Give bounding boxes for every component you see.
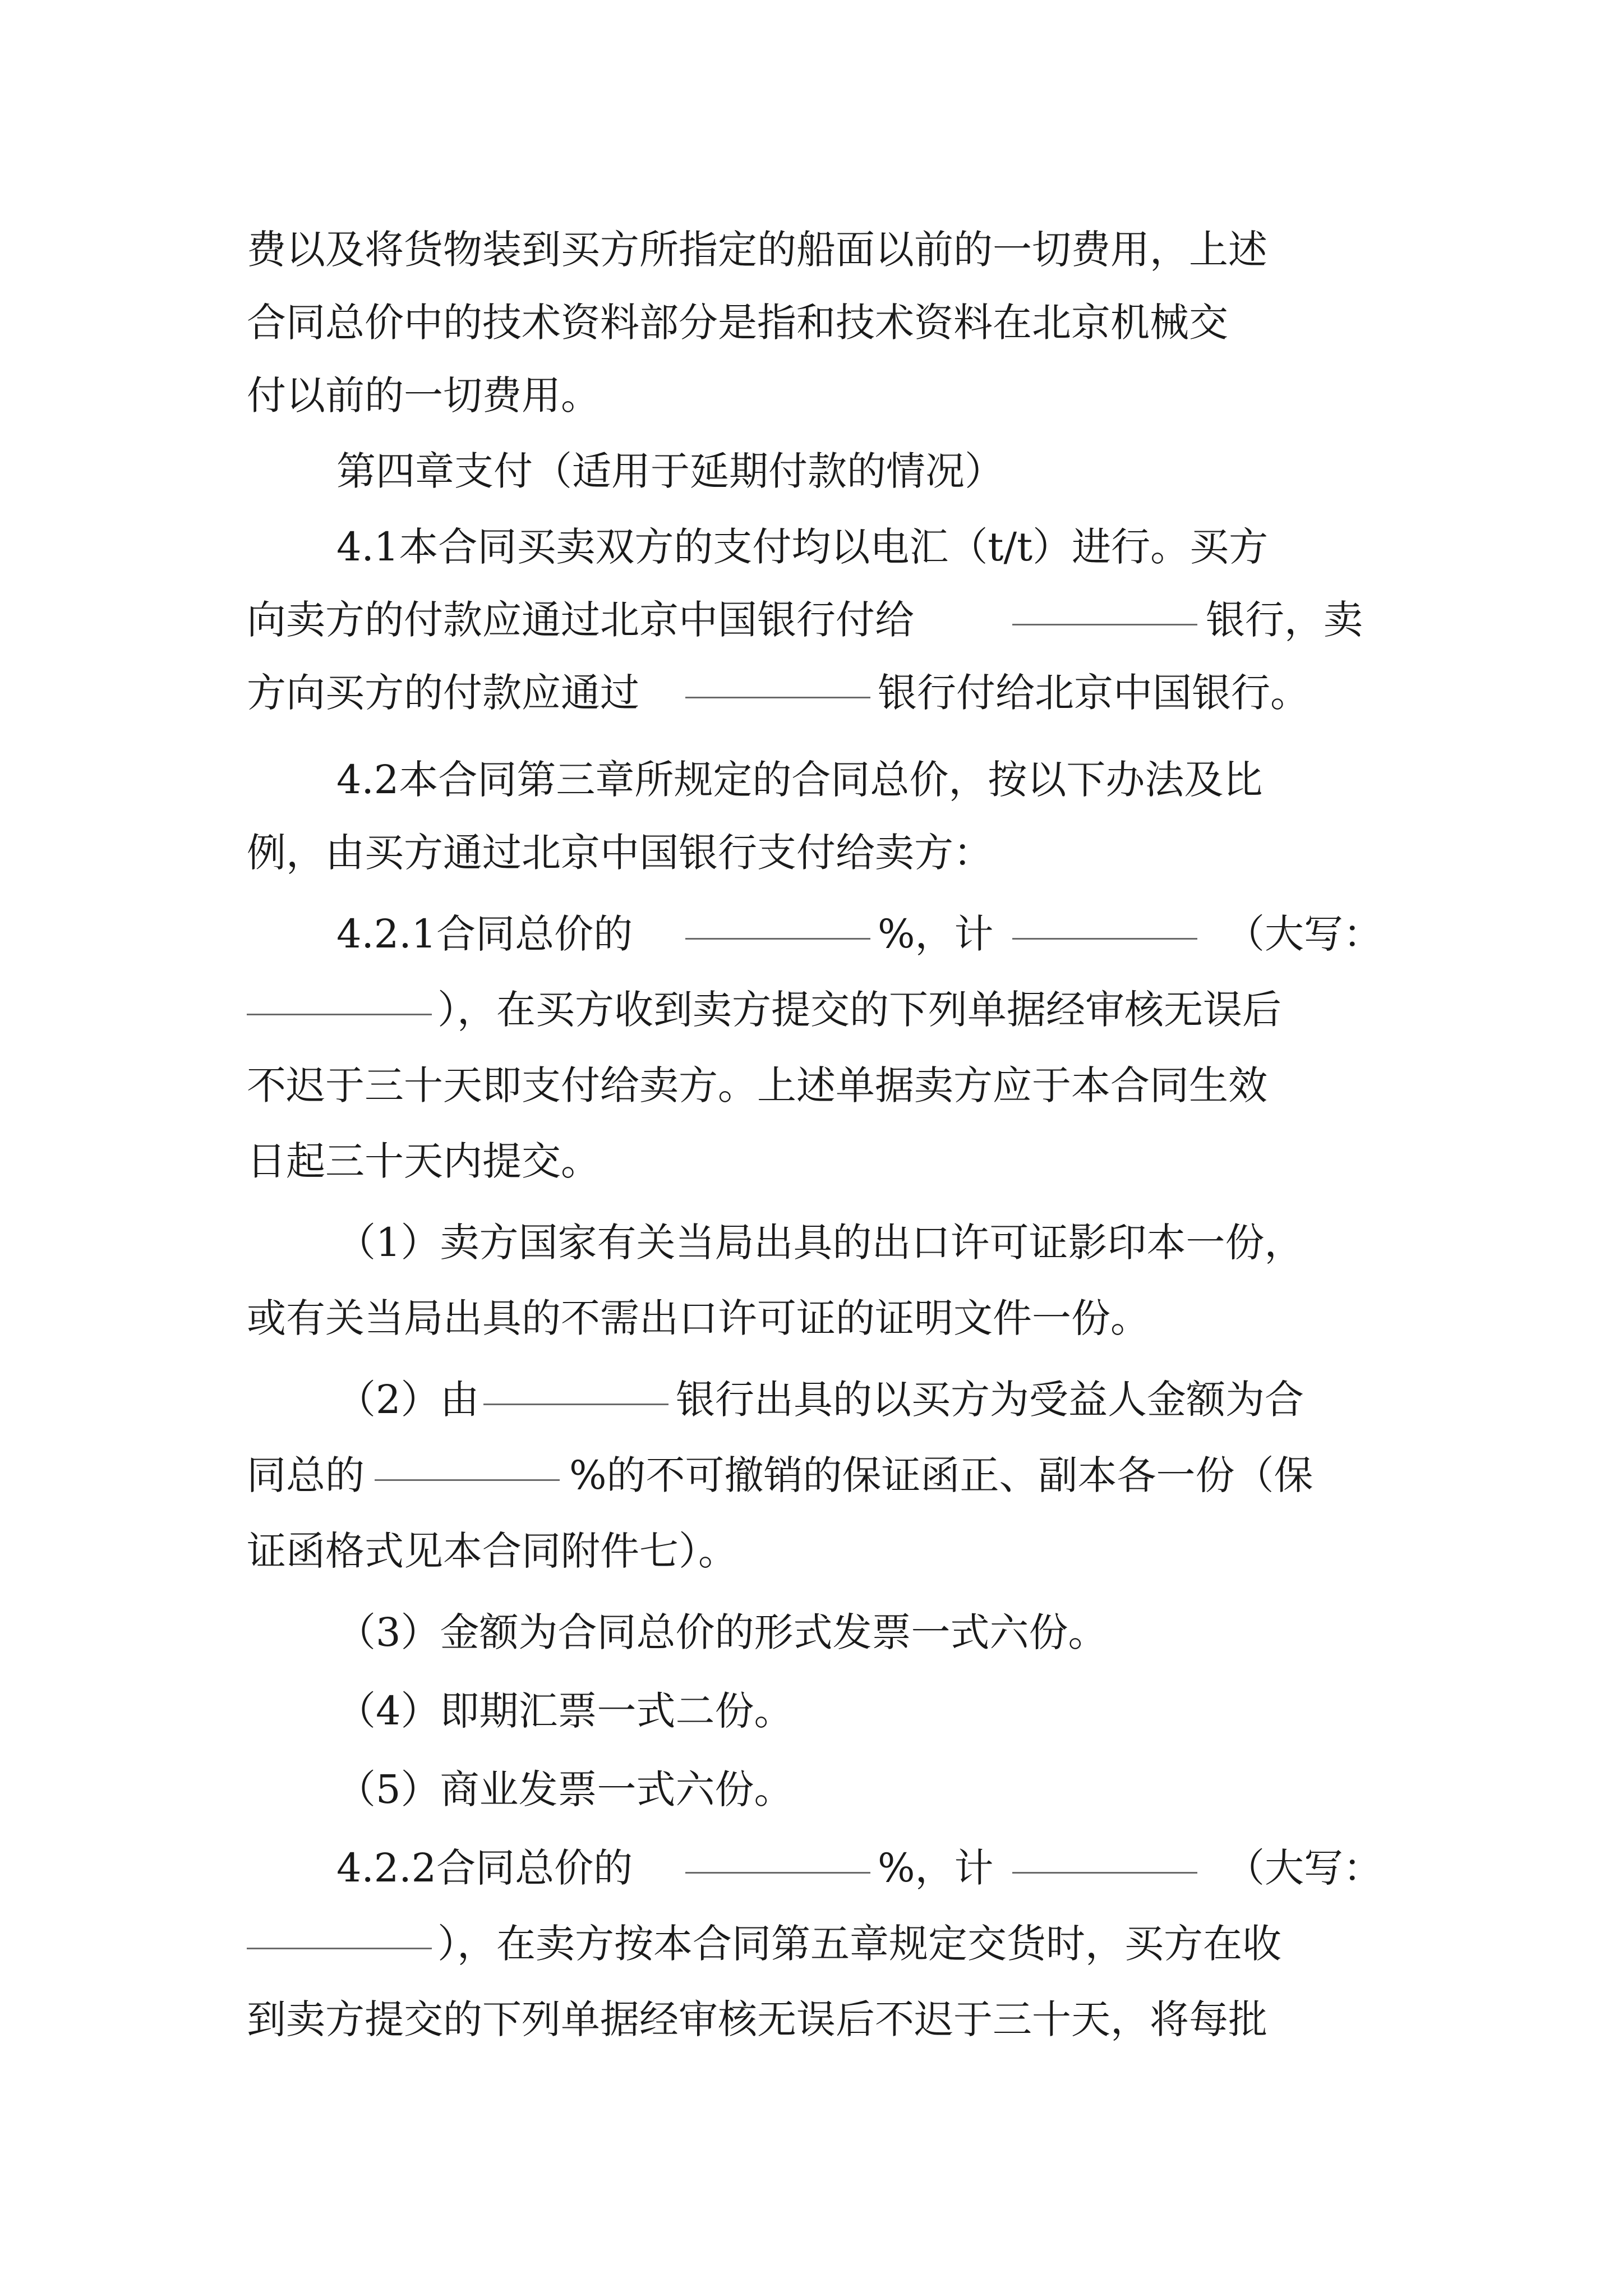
text-line: [0, 1439, 1623, 1512]
text-run: 方向买方的付款应通过: [247, 670, 639, 716]
text-line: [0, 1832, 1623, 1904]
text-run: （1）卖方国家有关当局出具的出口许可证影印本一份，: [336, 1220, 1304, 1266]
fill-in-blank[interactable]: [483, 1363, 668, 1405]
text-run: 到卖方提交的下列单据经审核无误后不迟于三十天，将每批: [247, 1996, 1267, 2042]
text-line: [0, 816, 1623, 889]
text-line: [0, 359, 1623, 432]
text-run: 合同总价中的技术资料部分是指和技术资料在北京机械交: [247, 300, 1228, 346]
text-run: （大写：: [1225, 1845, 1382, 1891]
text-run: 银行付给北京中国银行。: [878, 670, 1310, 716]
text-line: [0, 1907, 1623, 1980]
text-run: 费以及将货物装到买方所指定的船面以前的一切费用，上述: [247, 227, 1267, 273]
fill-in-blank[interactable]: [1012, 898, 1197, 940]
text-run: （3）金额为合同总价的形式发票一式六份。: [336, 1609, 1108, 1655]
fill-in-blank[interactable]: [685, 898, 870, 940]
text-run: 日起三十天内提交。: [247, 1138, 600, 1184]
text-line: [0, 1983, 1623, 2056]
text-run: 4.1本合同买卖双方的支付均以电汇（t/t）进行。买方: [336, 524, 1269, 570]
text-run: ），在买方收到卖方提交的下列单据经审核无误后: [437, 987, 1281, 1033]
text-run: 或有关当局出具的不需出口许可证的证明文件一份。: [247, 1295, 1150, 1341]
text-run: 银行，卖: [1206, 597, 1363, 643]
section-heading: [0, 435, 1623, 508]
text-line: [0, 656, 1623, 729]
text-run: %，计: [878, 911, 994, 957]
text-line: [0, 1363, 1623, 1436]
text-line: [0, 973, 1623, 1046]
fill-in-blank[interactable]: [247, 973, 432, 1015]
fill-in-blank[interactable]: [375, 1439, 560, 1481]
text-run: 4.2本合同第三章所规定的合同总价，按以下办法及比: [336, 757, 1263, 803]
text-line: [0, 1674, 1623, 1747]
text-line: [0, 583, 1623, 656]
text-run: 同总的: [247, 1452, 365, 1498]
text-line: [0, 898, 1623, 970]
fill-in-blank[interactable]: [1012, 1832, 1197, 1874]
text-run: （5）商业发票一式六份。: [336, 1766, 794, 1812]
fill-in-blank[interactable]: [1012, 583, 1197, 625]
text-run: （4）即期汇票一式二份。: [336, 1688, 794, 1734]
text-run: 付以前的一切费用。: [247, 372, 600, 418]
text-line: [0, 743, 1623, 816]
text-run: 不迟于三十天即支付给卖方。上述单据卖方应于本合同生效: [247, 1062, 1267, 1108]
fill-in-blank[interactable]: [247, 1907, 432, 1949]
text-run: 4.2.2合同总价的: [336, 1845, 633, 1891]
text-run: 例，由买方通过北京中国银行支付给卖方：: [247, 830, 993, 876]
text-line: [0, 286, 1623, 359]
text-run: 4.2.1合同总价的: [336, 911, 633, 957]
text-line: [0, 213, 1623, 286]
text-line: [0, 1125, 1623, 1198]
text-line: [0, 1282, 1623, 1355]
text-line: [0, 510, 1623, 583]
text-run: 银行出具的以买方为受益人金额为合: [676, 1377, 1304, 1423]
text-run: ），在卖方按本合同第五章规定交货时，买方在收: [437, 1921, 1281, 1967]
text-run: %的不可撤销的保证函正、副本各一份（保: [569, 1452, 1313, 1498]
section-heading-text: 第四章支付（适用于延期付款的情况）: [336, 448, 1004, 494]
fill-in-blank[interactable]: [685, 1832, 870, 1874]
text-line: [0, 1515, 1623, 1588]
text-run: （2）由: [336, 1377, 479, 1423]
text-run: 证函格式见本合同附件七）。: [247, 1528, 737, 1574]
text-run: （大写：: [1225, 911, 1382, 957]
fill-in-blank[interactable]: [685, 656, 870, 698]
text-line: [0, 1596, 1623, 1669]
text-run: 向卖方的付款应通过北京中国银行付给: [247, 597, 914, 643]
text-line: [0, 1049, 1623, 1122]
text-run: %，计: [878, 1845, 994, 1891]
text-line: [0, 1206, 1623, 1279]
text-line: [0, 1753, 1623, 1826]
